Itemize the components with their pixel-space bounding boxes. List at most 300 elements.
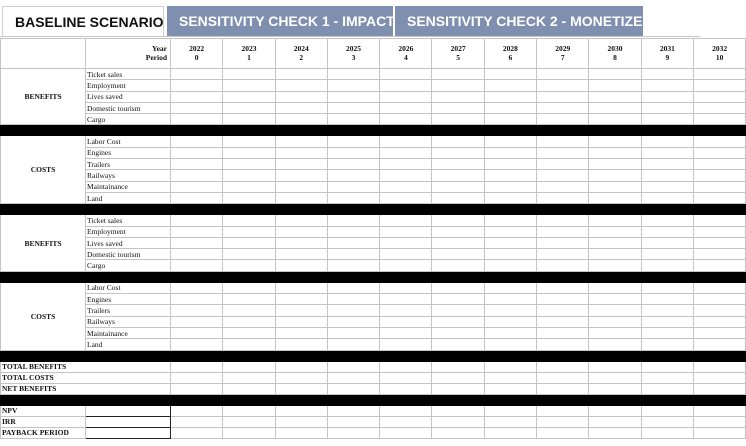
value-cell[interactable] [432,181,484,192]
value-cell[interactable] [223,215,275,226]
value-cell[interactable] [641,91,693,102]
value-cell[interactable] [484,69,536,80]
metric-value-input[interactable] [86,416,171,427]
value-cell[interactable] [484,383,536,394]
value-cell[interactable] [484,316,536,327]
value-cell[interactable] [380,69,432,80]
value-cell[interactable] [327,361,379,372]
empty-cell[interactable] [484,416,536,427]
value-cell[interactable] [327,91,379,102]
value-cell[interactable] [327,114,379,125]
value-cell[interactable] [589,69,641,80]
value-cell[interactable] [641,80,693,91]
value-cell[interactable] [693,339,745,350]
value-cell[interactable] [589,147,641,158]
value-cell[interactable] [380,215,432,226]
value-cell[interactable] [589,339,641,350]
metric-value-input[interactable] [86,405,171,416]
value-cell[interactable] [171,249,223,260]
empty-cell[interactable] [537,427,589,438]
value-cell[interactable] [171,260,223,271]
value-cell[interactable] [275,80,327,91]
value-cell[interactable] [223,372,275,383]
value-cell[interactable] [380,114,432,125]
value-cell[interactable] [327,305,379,316]
value-cell[interactable] [589,316,641,327]
value-cell[interactable] [693,249,745,260]
value-cell[interactable] [537,294,589,305]
value-cell[interactable] [537,237,589,248]
value-cell[interactable] [641,170,693,181]
empty-cell[interactable] [484,405,536,416]
value-cell[interactable] [641,372,693,383]
value-cell[interactable] [223,159,275,170]
value-cell[interactable] [327,372,379,383]
empty-cell[interactable] [589,405,641,416]
value-cell[interactable] [484,327,536,338]
line-item-label[interactable]: Lives saved [86,237,171,248]
empty-cell[interactable] [275,427,327,438]
value-cell[interactable] [693,305,745,316]
value-cell[interactable] [641,316,693,327]
value-cell[interactable] [380,282,432,293]
value-cell[interactable] [537,159,589,170]
value-cell[interactable] [327,69,379,80]
value-cell[interactable] [537,102,589,113]
value-cell[interactable] [641,282,693,293]
value-cell[interactable] [641,159,693,170]
value-cell[interactable] [484,136,536,147]
value-cell[interactable] [693,316,745,327]
value-cell[interactable] [641,361,693,372]
value-cell[interactable] [327,339,379,350]
value-cell[interactable] [275,114,327,125]
value-cell[interactable] [171,237,223,248]
value-cell[interactable] [432,294,484,305]
value-cell[interactable] [537,372,589,383]
value-cell[interactable] [223,294,275,305]
value-cell[interactable] [537,305,589,316]
value-cell[interactable] [484,339,536,350]
empty-cell[interactable] [641,405,693,416]
value-cell[interactable] [432,237,484,248]
value-cell[interactable] [327,192,379,203]
empty-cell[interactable] [327,416,379,427]
value-cell[interactable] [432,327,484,338]
value-cell[interactable] [380,226,432,237]
tab-sensitivity-check-monetize[interactable]: SENSITIVITY CHECK 2 - MONETIZE. [395,6,643,36]
value-cell[interactable] [171,159,223,170]
empty-cell[interactable] [223,405,275,416]
value-cell[interactable] [171,294,223,305]
value-cell[interactable] [432,69,484,80]
value-cell[interactable] [432,192,484,203]
value-cell[interactable] [693,294,745,305]
value-cell[interactable] [275,181,327,192]
empty-cell[interactable] [537,405,589,416]
value-cell[interactable] [693,383,745,394]
value-cell[interactable] [327,237,379,248]
value-cell[interactable] [275,316,327,327]
value-cell[interactable] [432,383,484,394]
value-cell[interactable] [693,361,745,372]
value-cell[interactable] [223,136,275,147]
value-cell[interactable] [223,91,275,102]
value-cell[interactable] [327,282,379,293]
value-cell[interactable] [275,339,327,350]
value-cell[interactable] [589,114,641,125]
empty-cell[interactable] [380,427,432,438]
line-item-label[interactable]: Ticket sales [86,215,171,226]
value-cell[interactable] [380,305,432,316]
line-item-label[interactable]: Railways [86,316,171,327]
value-cell[interactable] [327,159,379,170]
value-cell[interactable] [693,136,745,147]
value-cell[interactable] [693,237,745,248]
value-cell[interactable] [537,136,589,147]
value-cell[interactable] [171,372,223,383]
empty-cell[interactable] [537,416,589,427]
metric-label[interactable]: PAYBACK PERIOD [1,427,86,438]
value-cell[interactable] [171,361,223,372]
value-cell[interactable] [641,226,693,237]
value-cell[interactable] [641,260,693,271]
value-cell[interactable] [275,305,327,316]
line-item-label[interactable]: Labor Cost [86,136,171,147]
value-cell[interactable] [275,69,327,80]
value-cell[interactable] [484,159,536,170]
value-cell[interactable] [327,294,379,305]
value-cell[interactable] [327,147,379,158]
value-cell[interactable] [537,361,589,372]
value-cell[interactable] [432,260,484,271]
value-cell[interactable] [432,215,484,226]
value-cell[interactable] [693,260,745,271]
line-item-label[interactable]: Engines [86,294,171,305]
value-cell[interactable] [432,114,484,125]
value-cell[interactable] [537,147,589,158]
empty-cell[interactable] [693,405,745,416]
value-cell[interactable] [693,80,745,91]
value-cell[interactable] [484,215,536,226]
value-cell[interactable] [484,361,536,372]
value-cell[interactable] [432,91,484,102]
value-cell[interactable] [432,339,484,350]
value-cell[interactable] [275,237,327,248]
value-cell[interactable] [171,215,223,226]
tab-sensitivity-check-impact[interactable]: SENSITIVITY CHECK 1 - IMPACT [167,6,393,36]
value-cell[interactable] [432,170,484,181]
value-cell[interactable] [641,215,693,226]
value-cell[interactable] [537,260,589,271]
value-cell[interactable] [327,249,379,260]
empty-cell[interactable] [693,427,745,438]
line-item-label[interactable]: Cargo [86,260,171,271]
value-cell[interactable] [693,372,745,383]
value-cell[interactable] [484,260,536,271]
value-cell[interactable] [380,237,432,248]
value-cell[interactable] [275,249,327,260]
value-cell[interactable] [171,282,223,293]
metric-value-input[interactable] [86,427,171,438]
value-cell[interactable] [327,170,379,181]
line-item-label[interactable]: Ticket sales [86,69,171,80]
value-cell[interactable] [223,69,275,80]
value-cell[interactable] [275,327,327,338]
value-cell[interactable] [171,69,223,80]
value-cell[interactable] [223,80,275,91]
value-cell[interactable] [537,215,589,226]
line-item-label[interactable]: Domestic tourism [86,102,171,113]
value-cell[interactable] [380,383,432,394]
value-cell[interactable] [693,114,745,125]
empty-cell[interactable] [641,416,693,427]
value-cell[interactable] [380,372,432,383]
value-cell[interactable] [223,361,275,372]
value-cell[interactable] [432,305,484,316]
value-cell[interactable] [432,159,484,170]
metric-label[interactable]: IRR [1,416,86,427]
value-cell[interactable] [589,170,641,181]
line-item-label[interactable]: Domestic tourism [86,249,171,260]
value-cell[interactable] [327,136,379,147]
value-cell[interactable] [380,361,432,372]
empty-cell[interactable] [432,427,484,438]
value-cell[interactable] [432,249,484,260]
value-cell[interactable] [641,383,693,394]
value-cell[interactable] [171,170,223,181]
value-cell[interactable] [275,147,327,158]
value-cell[interactable] [223,249,275,260]
value-cell[interactable] [589,327,641,338]
value-cell[interactable] [693,181,745,192]
value-cell[interactable] [432,80,484,91]
value-cell[interactable] [223,383,275,394]
value-cell[interactable] [275,226,327,237]
value-cell[interactable] [693,192,745,203]
value-cell[interactable] [432,226,484,237]
value-cell[interactable] [380,170,432,181]
empty-cell[interactable] [380,416,432,427]
value-cell[interactable] [537,316,589,327]
value-cell[interactable] [380,80,432,91]
line-item-label[interactable]: Employment [86,226,171,237]
value-cell[interactable] [223,260,275,271]
value-cell[interactable] [380,249,432,260]
value-cell[interactable] [327,226,379,237]
value-cell[interactable] [275,91,327,102]
empty-cell[interactable] [171,405,223,416]
line-item-label[interactable]: Cargo [86,114,171,125]
value-cell[interactable] [589,91,641,102]
value-cell[interactable] [537,181,589,192]
empty-cell[interactable] [641,427,693,438]
value-cell[interactable] [537,80,589,91]
value-cell[interactable] [275,282,327,293]
value-cell[interactable] [380,181,432,192]
value-cell[interactable] [171,316,223,327]
value-cell[interactable] [171,192,223,203]
value-cell[interactable] [327,215,379,226]
value-cell[interactable] [327,80,379,91]
tab-baseline-scenario[interactable]: BASELINE SCENARIO [2,6,164,36]
line-item-label[interactable]: Maintainance [86,181,171,192]
value-cell[interactable] [275,192,327,203]
value-cell[interactable] [275,136,327,147]
value-cell[interactable] [223,305,275,316]
value-cell[interactable] [171,147,223,158]
value-cell[interactable] [484,192,536,203]
value-cell[interactable] [380,102,432,113]
value-cell[interactable] [275,294,327,305]
value-cell[interactable] [537,339,589,350]
value-cell[interactable] [537,91,589,102]
empty-cell[interactable] [327,427,379,438]
value-cell[interactable] [589,361,641,372]
value-cell[interactable] [693,327,745,338]
metric-label[interactable]: NPV [1,405,86,416]
value-cell[interactable] [432,316,484,327]
value-cell[interactable] [589,260,641,271]
value-cell[interactable] [327,181,379,192]
value-cell[interactable] [484,372,536,383]
value-cell[interactable] [693,159,745,170]
value-cell[interactable] [693,170,745,181]
value-cell[interactable] [589,102,641,113]
value-cell[interactable] [484,226,536,237]
value-cell[interactable] [380,316,432,327]
value-cell[interactable] [432,147,484,158]
line-item-label[interactable]: Land [86,192,171,203]
value-cell[interactable] [380,260,432,271]
value-cell[interactable] [641,69,693,80]
value-cell[interactable] [641,136,693,147]
line-item-label[interactable]: Land [86,339,171,350]
value-cell[interactable] [537,383,589,394]
value-cell[interactable] [327,316,379,327]
value-cell[interactable] [380,159,432,170]
empty-cell[interactable] [275,416,327,427]
value-cell[interactable] [484,282,536,293]
value-cell[interactable] [484,102,536,113]
line-item-label[interactable]: Trailers [86,305,171,316]
value-cell[interactable] [484,181,536,192]
value-cell[interactable] [693,102,745,113]
value-cell[interactable] [693,69,745,80]
value-cell[interactable] [589,294,641,305]
value-cell[interactable] [327,383,379,394]
empty-cell[interactable] [223,416,275,427]
empty-cell[interactable] [327,405,379,416]
value-cell[interactable] [223,226,275,237]
line-item-label[interactable]: Trailers [86,159,171,170]
value-cell[interactable] [537,192,589,203]
value-cell[interactable] [380,147,432,158]
value-cell[interactable] [432,136,484,147]
value-cell[interactable] [432,361,484,372]
value-cell[interactable] [693,215,745,226]
value-cell[interactable] [589,305,641,316]
value-cell[interactable] [275,215,327,226]
value-cell[interactable] [641,294,693,305]
value-cell[interactable] [484,249,536,260]
value-cell[interactable] [484,114,536,125]
empty-cell[interactable] [171,416,223,427]
value-cell[interactable] [641,181,693,192]
value-cell[interactable] [537,249,589,260]
value-cell[interactable] [223,170,275,181]
value-cell[interactable] [223,237,275,248]
line-item-label[interactable]: Engines [86,147,171,158]
value-cell[interactable] [589,192,641,203]
empty-cell[interactable] [484,427,536,438]
line-item-label[interactable]: Employment [86,80,171,91]
value-cell[interactable] [275,361,327,372]
value-cell[interactable] [327,327,379,338]
value-cell[interactable] [537,170,589,181]
value-cell[interactable] [275,159,327,170]
value-cell[interactable] [171,181,223,192]
value-cell[interactable] [693,282,745,293]
value-cell[interactable] [589,181,641,192]
empty-cell[interactable] [589,427,641,438]
value-cell[interactable] [484,237,536,248]
value-cell[interactable] [380,91,432,102]
value-cell[interactable] [432,282,484,293]
value-cell[interactable] [589,249,641,260]
value-cell[interactable] [641,102,693,113]
value-cell[interactable] [537,282,589,293]
value-cell[interactable] [641,249,693,260]
value-cell[interactable] [484,91,536,102]
value-cell[interactable] [275,260,327,271]
value-cell[interactable] [171,327,223,338]
value-cell[interactable] [641,339,693,350]
value-cell[interactable] [380,339,432,350]
value-cell[interactable] [327,102,379,113]
value-cell[interactable] [589,372,641,383]
value-cell[interactable] [484,305,536,316]
value-cell[interactable] [484,294,536,305]
value-cell[interactable] [380,136,432,147]
value-cell[interactable] [589,383,641,394]
value-cell[interactable] [171,226,223,237]
value-cell[interactable] [171,91,223,102]
value-cell[interactable] [380,192,432,203]
value-cell[interactable] [484,80,536,91]
value-cell[interactable] [223,282,275,293]
value-cell[interactable] [223,114,275,125]
value-cell[interactable] [432,372,484,383]
value-cell[interactable] [223,147,275,158]
line-item-label[interactable]: Maintainance [86,327,171,338]
value-cell[interactable] [171,114,223,125]
value-cell[interactable] [641,114,693,125]
value-cell[interactable] [641,192,693,203]
value-cell[interactable] [589,237,641,248]
value-cell[interactable] [589,282,641,293]
empty-cell[interactable] [432,416,484,427]
summary-label[interactable]: TOTAL BENEFITS [1,361,171,372]
value-cell[interactable] [484,170,536,181]
value-cell[interactable] [275,102,327,113]
value-cell[interactable] [641,147,693,158]
value-cell[interactable] [171,80,223,91]
value-cell[interactable] [223,339,275,350]
value-cell[interactable] [327,260,379,271]
line-item-label[interactable]: Labor Cost [86,282,171,293]
value-cell[interactable] [641,237,693,248]
